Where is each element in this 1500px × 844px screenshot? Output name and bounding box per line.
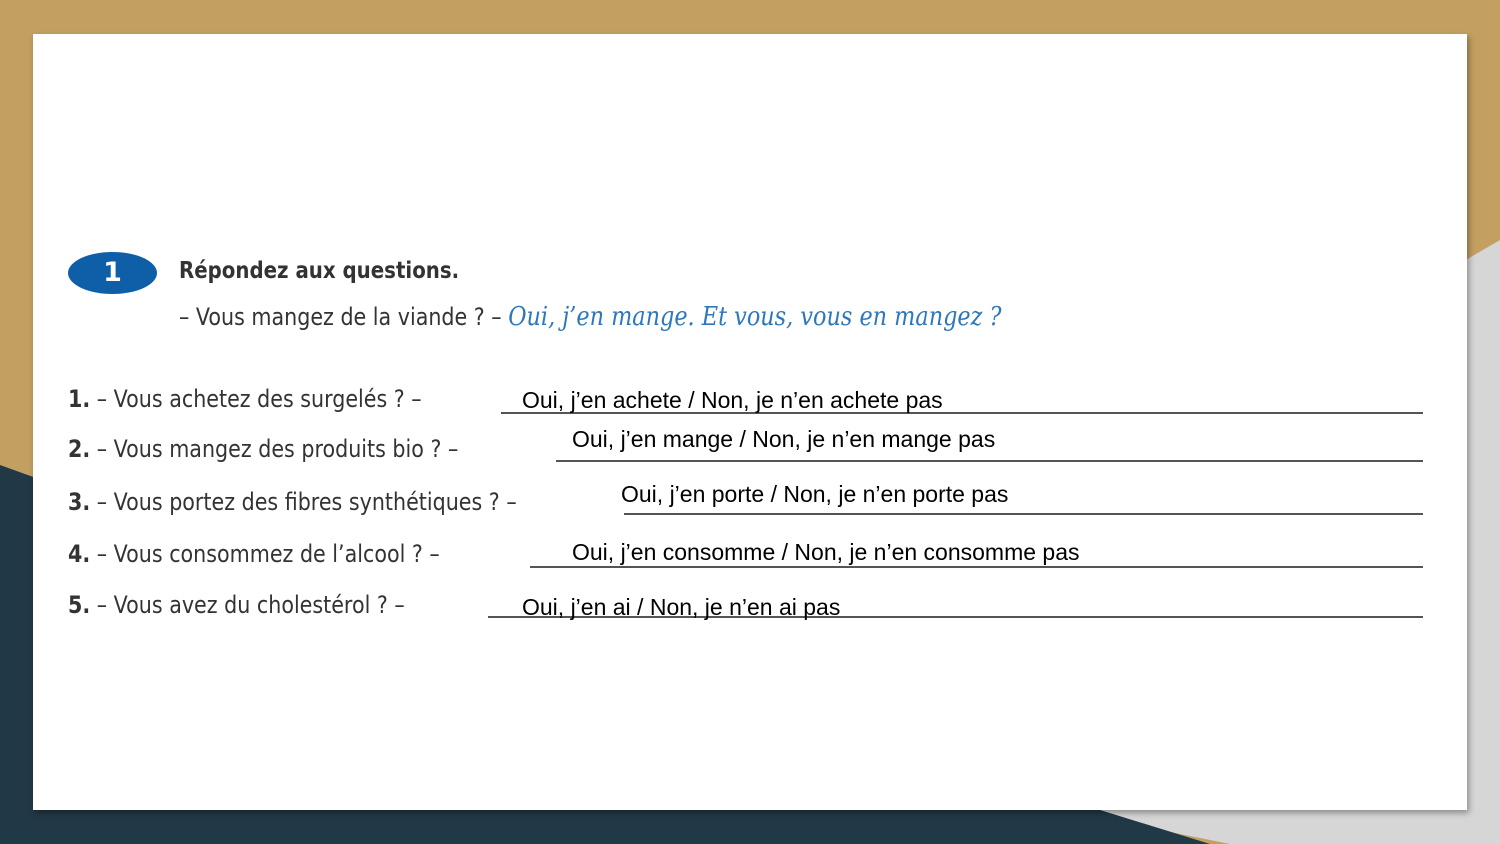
question-label: – Vous achetez des surgelés ? – bbox=[90, 385, 422, 413]
question-row-4 bbox=[68, 526, 1428, 566]
question-row-1 bbox=[68, 374, 1428, 414]
question-label: – Vous mangez des produits bio ? – bbox=[90, 435, 459, 463]
answer-line bbox=[624, 513, 1423, 515]
question-number: 2. bbox=[68, 435, 91, 463]
exercise-title: Répondez aux questions. bbox=[179, 258, 460, 284]
question-row-2 bbox=[68, 421, 1428, 461]
background-navy-bottom-shape bbox=[0, 810, 1210, 844]
question-number: 1. bbox=[68, 385, 91, 413]
question-number: 4. bbox=[68, 540, 91, 568]
question-number: 5. bbox=[68, 591, 91, 619]
slide-canvas bbox=[33, 34, 1467, 810]
answer-line bbox=[556, 460, 1423, 462]
answer-text[interactable]: Oui, j’en ai / Non, je n’en ai pas bbox=[522, 594, 841, 620]
example-question: – Vous mangez de la viande ? – bbox=[179, 303, 509, 331]
question-label: – Vous avez du cholestérol ? – bbox=[90, 591, 405, 619]
answer-text[interactable]: Oui, j’en mange / Non, je n’en mange pas bbox=[572, 426, 996, 452]
question-text bbox=[68, 590, 405, 620]
question-row-3 bbox=[68, 474, 1428, 514]
example-line bbox=[179, 302, 1002, 332]
question-label: – Vous portez des fibres synthétiques ? – bbox=[90, 488, 517, 516]
question-label: – Vous consommez de l’alcool ? – bbox=[90, 540, 440, 568]
question-text bbox=[68, 434, 458, 464]
question-text bbox=[68, 487, 517, 517]
example-answer: Oui, j’en mange. Et vous, vous en mangez ? bbox=[508, 302, 1002, 332]
question-row-5 bbox=[68, 577, 1428, 620]
exercise-number-badge: 1 bbox=[68, 252, 157, 294]
answer-text[interactable]: Oui, j’en achete / Non, je n’en achete pas bbox=[522, 387, 943, 413]
question-text bbox=[68, 539, 440, 569]
answer-text[interactable]: Oui, j’en porte / Non, je n’en porte pas bbox=[621, 481, 1009, 507]
answer-text[interactable]: Oui, j’en consomme / Non, je n’en consomme pas bbox=[572, 539, 1080, 565]
question-number: 3. bbox=[68, 488, 91, 516]
question-text bbox=[68, 384, 422, 414]
answer-line bbox=[530, 566, 1423, 568]
